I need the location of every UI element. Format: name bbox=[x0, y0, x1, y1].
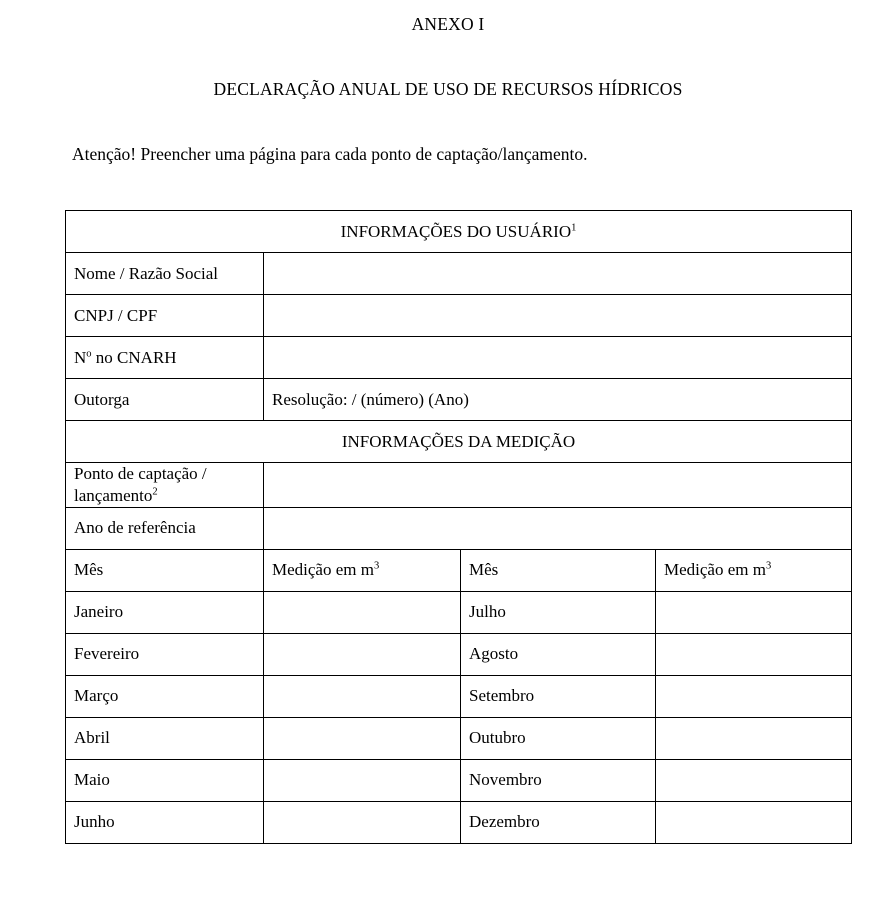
field-label-numero-cnarh-suffix: no CNARH bbox=[91, 347, 177, 367]
page-title: DECLARAÇÃO ANUAL DE USO DE RECURSOS HÍDRICOS bbox=[213, 79, 683, 99]
column-header-medicao-right-text: Medição em m bbox=[664, 560, 766, 580]
measurement-input-novembro[interactable] bbox=[656, 759, 852, 801]
field-value-ano-referencia[interactable] bbox=[264, 507, 852, 549]
declaration-form-table bbox=[65, 210, 852, 844]
field-value-outorga[interactable]: Resolução: / (número) (Ano) bbox=[264, 379, 852, 421]
field-label-outorga: Outorga bbox=[66, 379, 264, 421]
column-header-mes-right: Mês bbox=[461, 549, 656, 591]
cubic-meter-exponent: 3 bbox=[373, 560, 380, 572]
annex-title: ANEXO I bbox=[411, 14, 485, 34]
measurement-input-outubro[interactable] bbox=[656, 717, 852, 759]
section-header-user bbox=[66, 211, 852, 253]
field-label-ponto-captacao-line1: Ponto de captação / bbox=[74, 464, 207, 483]
table-row bbox=[66, 337, 852, 379]
measurement-input-fevereiro[interactable] bbox=[264, 633, 461, 675]
section-header-user-text: INFORMAÇÕES DO USUÁRIO bbox=[340, 221, 572, 241]
footnote-marker-2: 2 bbox=[152, 486, 158, 498]
measurement-input-abril[interactable] bbox=[264, 717, 461, 759]
month-label-dezembro: Dezembro bbox=[461, 801, 656, 843]
measurement-input-marco[interactable] bbox=[264, 675, 461, 717]
measurement-input-agosto[interactable] bbox=[656, 633, 852, 675]
table-row bbox=[66, 675, 852, 717]
measurement-input-julho[interactable] bbox=[656, 591, 852, 633]
measurement-input-dezembro[interactable] bbox=[656, 801, 852, 843]
month-label-outubro: Outubro bbox=[461, 717, 656, 759]
month-label-abril: Abril bbox=[66, 717, 264, 759]
month-label-julho: Julho bbox=[461, 591, 656, 633]
month-label-novembro: Novembro bbox=[461, 759, 656, 801]
measurement-input-setembro[interactable] bbox=[656, 675, 852, 717]
month-label-fevereiro: Fevereiro bbox=[66, 633, 264, 675]
field-label-ano-referencia: Ano de referência bbox=[66, 507, 264, 549]
field-label-numero-cnarh-prefix: N bbox=[74, 347, 87, 367]
month-label-agosto: Agosto bbox=[461, 633, 656, 675]
measurement-input-maio[interactable] bbox=[264, 759, 461, 801]
field-value-ponto-captacao-lancamento[interactable] bbox=[264, 463, 852, 508]
measurement-input-junho[interactable] bbox=[264, 801, 461, 843]
column-header-mes-left: Mês bbox=[66, 549, 264, 591]
table-row bbox=[66, 463, 852, 508]
field-label-cnpj-cpf: CNPJ / CPF bbox=[66, 295, 264, 337]
field-label-nome-razao-social: Nome / Razão Social bbox=[66, 253, 264, 295]
field-label-numero-cnarh bbox=[66, 337, 264, 379]
column-header-medicao-right bbox=[656, 549, 852, 591]
table-row bbox=[66, 211, 852, 253]
field-value-cnpj-cpf[interactable] bbox=[264, 295, 852, 337]
footnote-marker-1: 1 bbox=[571, 221, 577, 233]
table-row bbox=[66, 253, 852, 295]
ordinal-indicator: o bbox=[86, 347, 92, 359]
month-label-junho: Junho bbox=[66, 801, 264, 843]
attention-note: Atenção! Preencher uma página para cada ponto de captação/lançamento. bbox=[72, 144, 588, 164]
table-row bbox=[66, 591, 852, 633]
month-label-marco: Março bbox=[66, 675, 264, 717]
table-row bbox=[66, 379, 852, 421]
table-row bbox=[66, 421, 852, 463]
field-label-ponto-captacao-line2: lançamento bbox=[74, 485, 153, 505]
field-label-ponto-captacao-lancamento bbox=[66, 463, 264, 508]
table-row bbox=[66, 295, 852, 337]
column-header-medicao-left-text: Medição em m bbox=[272, 560, 374, 580]
table-row bbox=[66, 633, 852, 675]
column-header-medicao-left bbox=[264, 549, 461, 591]
measurement-input-janeiro[interactable] bbox=[264, 591, 461, 633]
cubic-meter-exponent: 3 bbox=[765, 560, 772, 572]
table-header-row bbox=[66, 549, 852, 591]
month-label-maio: Maio bbox=[66, 759, 264, 801]
table-row bbox=[66, 507, 852, 549]
month-label-janeiro: Janeiro bbox=[66, 591, 264, 633]
section-header-measurement: INFORMAÇÕES DA MEDIÇÃO bbox=[66, 421, 852, 463]
table-row bbox=[66, 801, 852, 843]
field-value-numero-cnarh[interactable] bbox=[264, 337, 852, 379]
field-value-nome-razao-social[interactable] bbox=[264, 253, 852, 295]
table-row bbox=[66, 717, 852, 759]
table-row bbox=[66, 759, 852, 801]
month-label-setembro: Setembro bbox=[461, 675, 656, 717]
